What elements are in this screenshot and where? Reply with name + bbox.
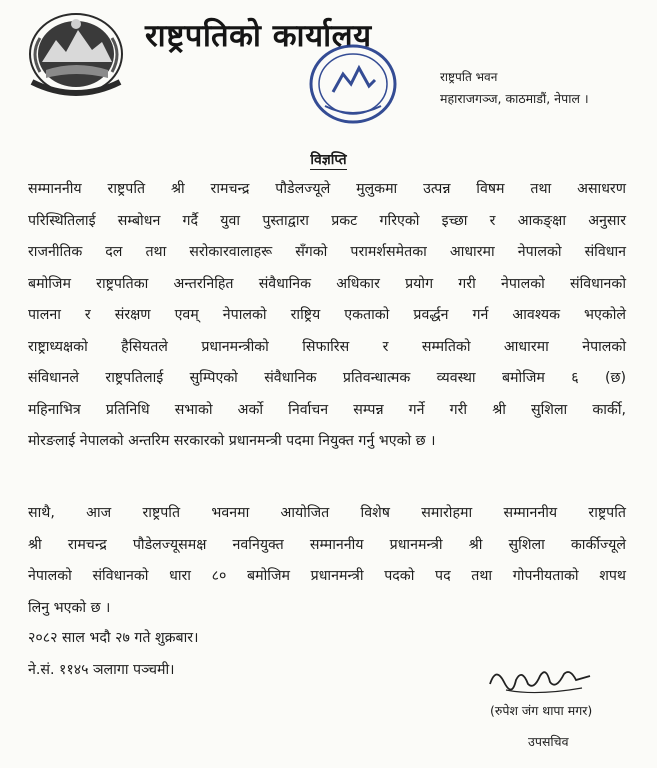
paragraph-line: मोरङलाई नेपालको अन्तरिम सरकारको प्रधानमन्त्री पदमा नियुक्त गर्नु भएको छ ।	[28, 433, 436, 449]
notice-title-text: विज्ञप्ति	[310, 152, 347, 168]
paragraph-line: सम्माननीय राष्ट्रपति श्री रामचन्द्र पौडेलज्यूले मुलुकमा उत्पन्न विषम तथा असाधरण	[28, 181, 626, 197]
notice-title	[0, 150, 657, 169]
signatory-name: (रुपेश जंग थापा मगर)	[490, 703, 593, 718]
office-seal-icon	[305, 40, 401, 128]
paragraph-line: नेपालको संविधानको धारा ८० बमोजिम प्रधानमन्त्री पदको पद तथा गोपनीयताको शपथ	[28, 568, 626, 584]
signature-icon	[486, 660, 596, 700]
paragraph-line: श्री रामचन्द्र पौडेलज्यूसमक्ष नवनियुक्त सम्माननीय प्रधानमन्त्री श्री सुशिला कार्कीज्यूले	[28, 536, 626, 553]
paragraph-appointment	[28, 174, 626, 458]
paragraph-line: महिनाभित्र प्रतिनिधि सभाको अर्को निर्वाचन सम्पन्न गर्ने गरी श्री सुशिला कार्की,	[28, 401, 626, 418]
paragraph-line: लिनु भएको छ ।	[28, 599, 111, 616]
date-nepal-sambat: ने.सं. ११४५ ञलागा पञ्चमी।	[28, 662, 175, 678]
paragraph-line: पालना र संरक्षण एवम् नेपालको राष्ट्रिय एकताको प्रवर्द्धन गर्न आवश्यक भएकोले	[28, 307, 626, 323]
paragraph-line: साथै, आज राष्ट्रपति भवनमा आयोजित विशेष समारोहमा सम्माननीय राष्ट्रपति	[28, 505, 626, 521]
nepal-emblem-icon	[22, 8, 130, 100]
address-line-1: राष्ट्रपति भवन	[440, 70, 498, 84]
office-name: राष्ट्रपतिको कार्यालय	[145, 18, 372, 54]
address-line-2: महाराजगञ्ज, काठमाडौं, नेपाल ।	[440, 91, 589, 106]
paragraph-line: राजनीतिक दल तथा सरोकारवालाहरू सँगको परामर्शसमेतका आधारमा नेपालको संविधान	[28, 244, 626, 260]
paragraph-oath	[28, 498, 626, 624]
date-bikram-sambat: २०८२ साल भदौ २७ गते शुक्रबार।	[28, 630, 199, 646]
paragraph-line: राष्ट्राध्यक्षको हैसियतले प्रधानमन्त्रीको सिफारिस र सम्मतिको आधारमा नेपालको	[28, 338, 626, 355]
paragraph-line: संविधानले राष्ट्रपतिलाई सुम्पिएको संवैधानिक प्रतिवन्धात्मक व्यवस्था बमोजिम ६ (छ)	[28, 370, 626, 386]
signatory-designation: उपसचिव	[528, 734, 569, 749]
paragraph-line: परिस्थितिलाई सम्बोधन गर्दै युवा पुस्ताद्वारा प्रकट गरिएको इच्छा र आकङ्क्षा अनुसार	[28, 212, 626, 229]
paragraph-line: बमोजिम राष्ट्रपतिका अन्तरनिहित संवैधानिक अधिकार प्रयोग गरी नेपालको संविधानको	[28, 275, 626, 292]
